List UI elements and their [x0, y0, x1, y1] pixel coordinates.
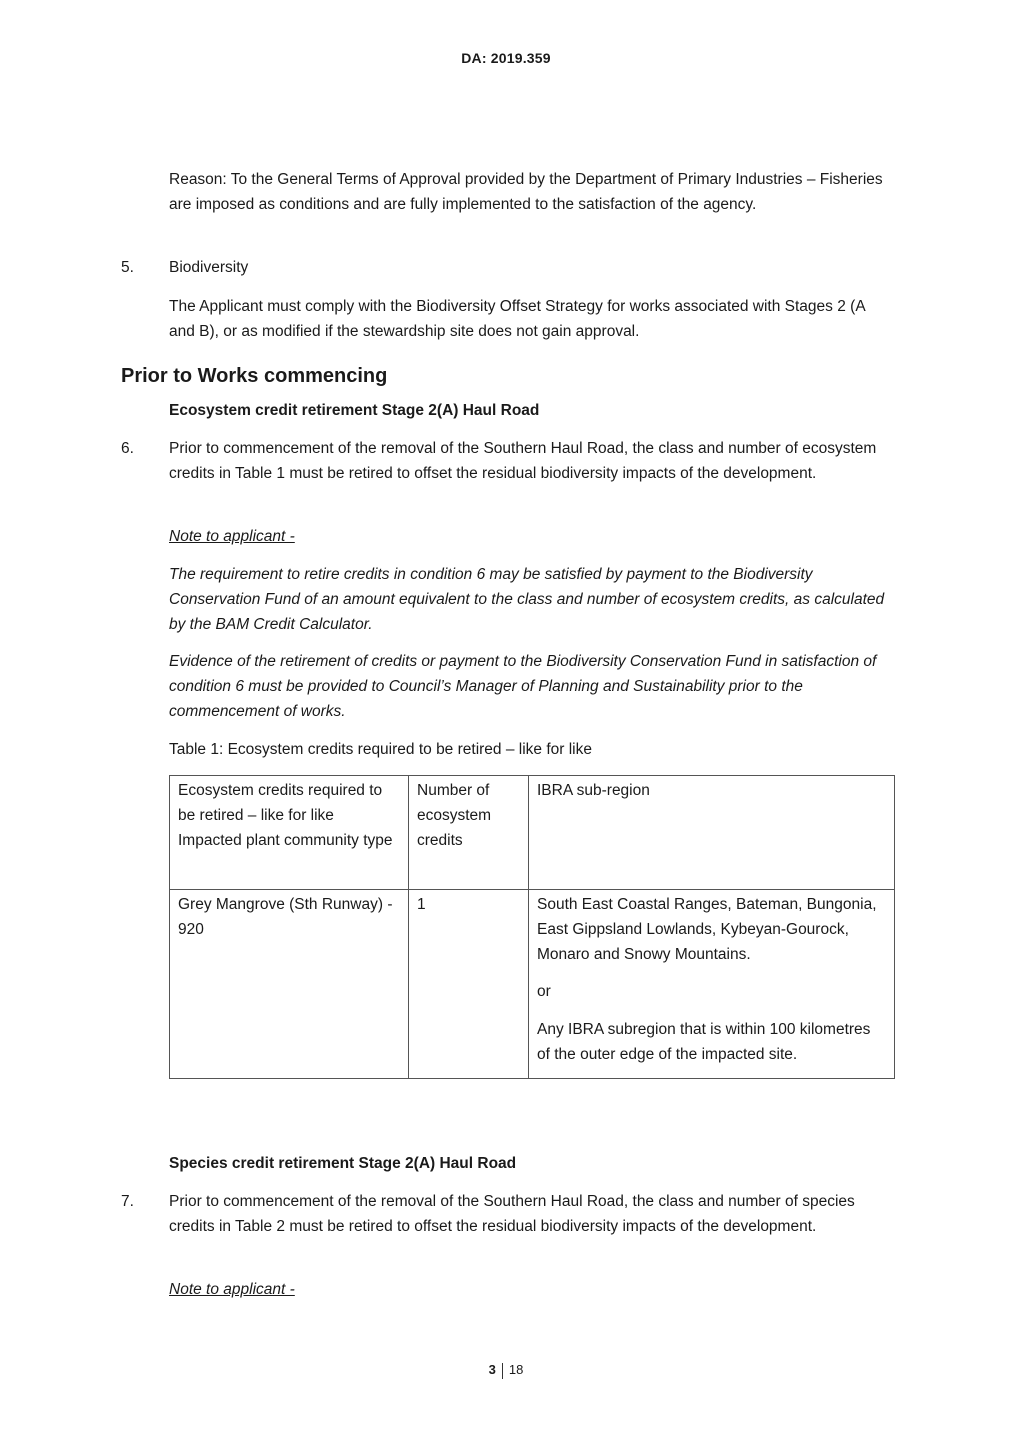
condition-7-note-heading: Note to applicant -	[169, 1281, 295, 1298]
page-footer	[0, 1362, 1012, 1379]
region-or: or	[537, 983, 551, 1001]
da-number-header: DA: 2019.359	[461, 50, 551, 66]
reason-paragraph: Reason: To the General Terms of Approval provided by the Department of Primary Industries – Fisheries are imposed as conditions and are fully implemented to the satisfaction of the agency.	[169, 171, 883, 213]
condition-6-note-heading: Note to applicant -	[169, 528, 295, 545]
condition-5-title: Biodiversity	[169, 259, 249, 276]
table-cell-credits: 1	[409, 890, 529, 1079]
condition-6-note-paragraph-2: Evidence of the retirement of credits or payment to the Biodiversity Conservation Fund in satisfaction of condition 6 must be provided to Council’s Manager of Planning and Sustainability prior to the commencement of works.	[169, 653, 877, 720]
condition-5-text: The Applicant must comply with the Biodiversity Offset Strategy for works associated with Stages 2 (A and B), or as modified if the stewardship site does not gain approval.	[169, 298, 865, 340]
page-number-total: 18	[508, 1362, 524, 1377]
table-row	[170, 890, 895, 1079]
table-header-cell: IBRA sub-region	[529, 776, 895, 890]
table-header-row	[170, 776, 895, 890]
condition-6-note-paragraph-1: The requirement to retire credits in condition 6 may be satisfied by payment to the Biodiversity Conservation Fund of an amount equivalent to the class and number of ecosystem credits, as calculated by the BAM Credit Calculator.	[169, 566, 885, 633]
section-title: Prior to Works commencing	[121, 365, 388, 387]
page-separator	[502, 1363, 503, 1379]
region-text-2: Any IBRA subregion that is within 100 kilometres of the outer edge of the impacted site.	[537, 1021, 871, 1063]
ecosystem-credits-table	[169, 775, 895, 1079]
region-text-1: South East Coastal Ranges, Bateman, Bungonia, East Gippsland Lowlands, Kybeyan-Gourock, Monaro and Snowy Mountains.	[537, 896, 877, 963]
species-credit-heading: Species credit retirement Stage 2(A) Haul Road	[169, 1155, 517, 1172]
table-cell-community: Grey Mangrove (Sth Runway) - 920	[170, 890, 409, 1079]
ecosystem-credit-heading: Ecosystem credit retirement Stage 2(A) Haul Road	[169, 402, 540, 419]
table-header-cell: Ecosystem credits required to be retired – like for like Impacted plant community type	[170, 776, 409, 890]
condition-7-number: 7.	[121, 1193, 134, 1210]
page-number-current: 3	[488, 1362, 496, 1377]
table-header-cell: Number of ecosystem credits	[409, 776, 529, 890]
condition-7-text: Prior to commencement of the removal of the Southern Haul Road, the class and number of species credits in Table 2 must be retired to offset the residual biodiversity impacts of the development.	[169, 1193, 855, 1235]
condition-6-number: 6.	[121, 440, 134, 457]
table-1-caption: Table 1: Ecosystem credits required to be retired – like for like	[169, 741, 592, 758]
condition-6-text: Prior to commencement of the removal of the Southern Haul Road, the class and number of ecosystem credits in Table 1 must be retired to offset the residual biodiversity impacts of the development.	[169, 440, 877, 482]
condition-5-number: 5.	[121, 259, 134, 276]
table-cell-region	[529, 890, 895, 1079]
